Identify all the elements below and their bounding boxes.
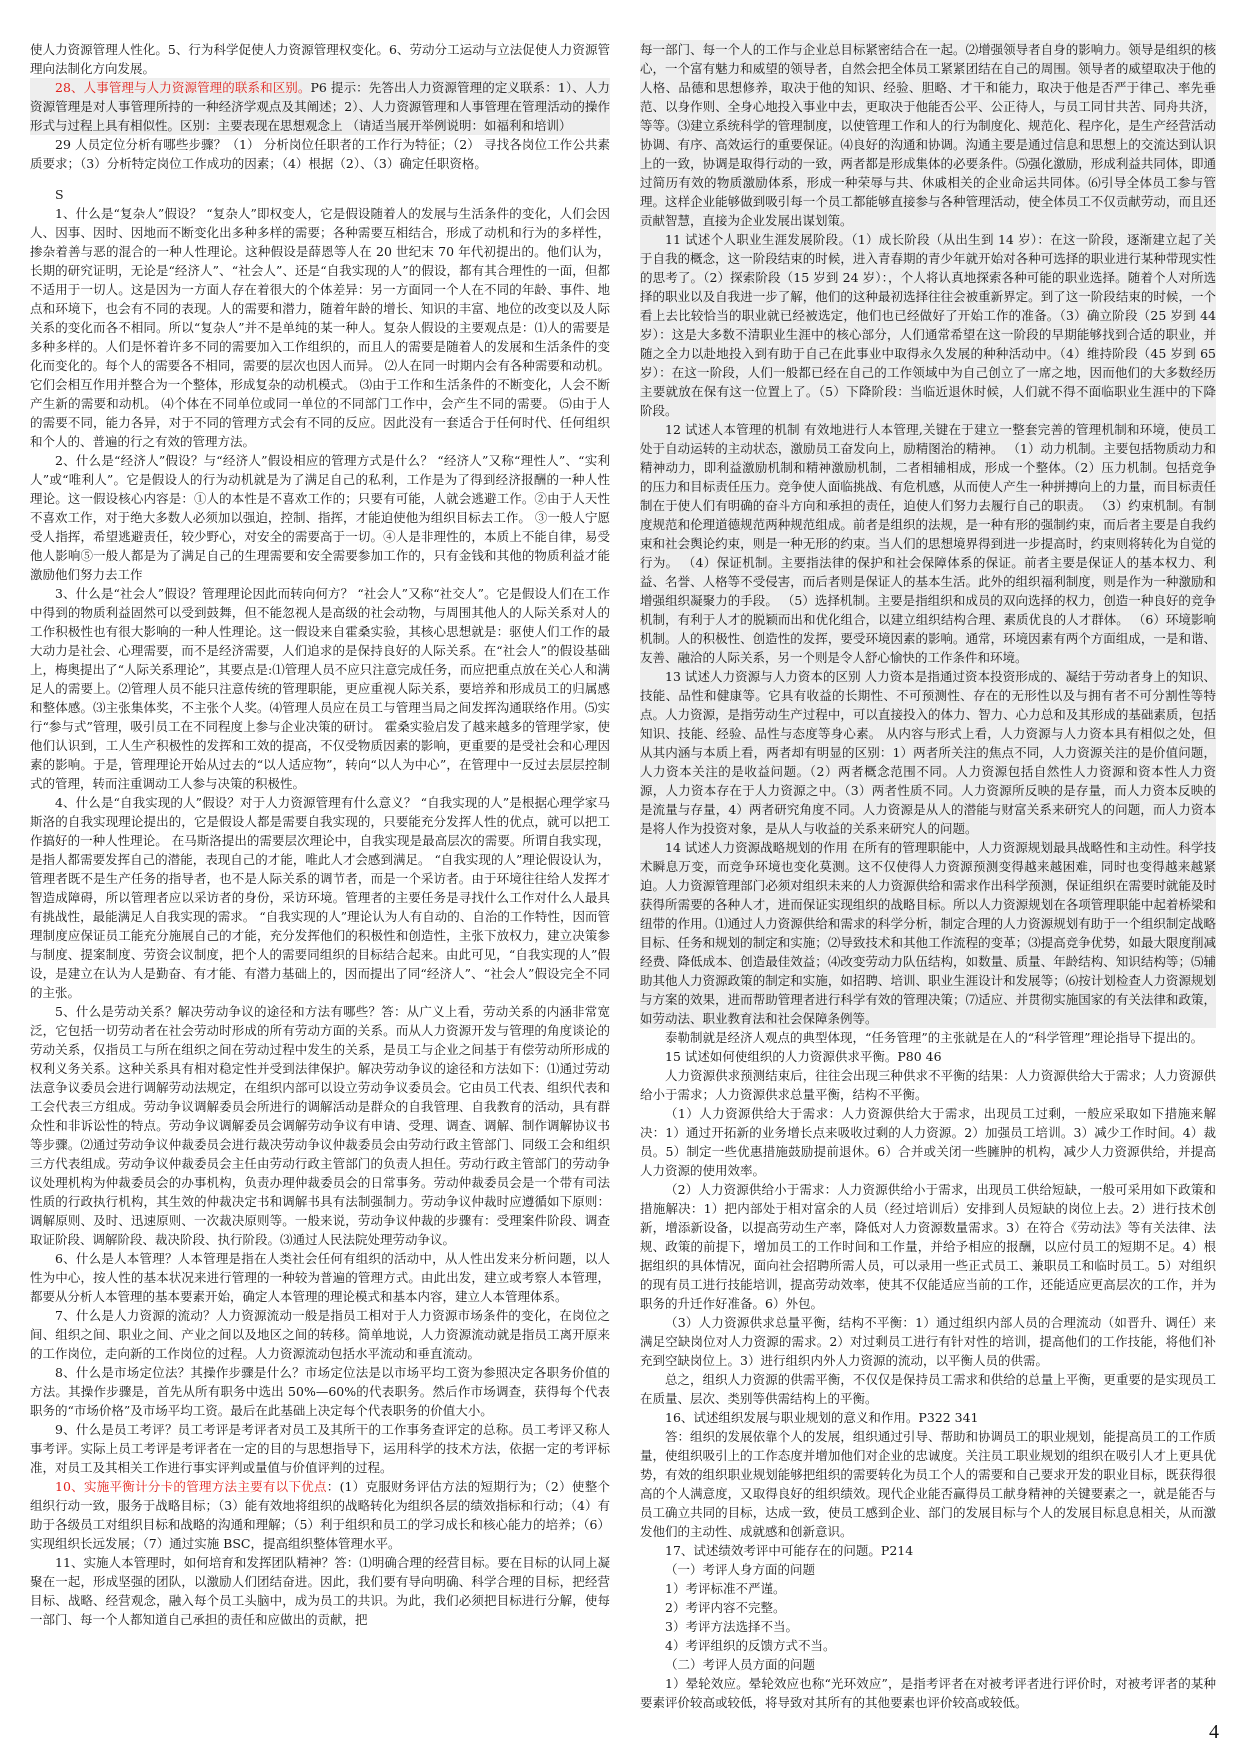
question-10-title: 10、实施平衡计分卡的管理方法主要有以下优点 — [55, 1479, 327, 1494]
taylor-note-paragraph: 泰勒制就是经济人观点的典型体现，“任务管理”的主张就是在人的“科学管理”理论指导下提出的。 — [665, 1030, 1204, 1045]
question-7-paragraph: 7、什么是人力资源的流动？人力资源流动一般是指员工相对于人力资源市场条件的变化，在岗位之间、组织之间、职业之间、产业之间以及地区之间的转移。简单地说，人力资源流动就是指员工离开原来的工作岗位，走向新的工作岗位的过程。人力资源流动包括水平流动和垂直流动。 — [30, 1308, 610, 1361]
question-11-paragraph: 11、实施人本管理时，如何培育和发挥团队精神？答：⑴明确合理的经营目标。要在目标的认同上凝聚在一起，形成坚强的团队，以激励人们团结奋进。因此，我们要有导向明确、科学合理的目标，把经营目标、战略、经营观念，融入每个员工头脑中，成为员工的共识。为此，我们必须把目标进行分解，使每一部门、每一个人都知道自己承担的责任和应做出的贡献，把 — [30, 1555, 610, 1627]
question-17-heading: 17、试述绩效考评中可能存在的问题。P214 — [665, 1543, 914, 1558]
question-16-answer: 答：组织的发展依靠个人的发展，组织通过引导、帮助和协调员工的职业规划，能提高员工的工作质量，使组织吸引上的工作态度并增加他们对企业的忠诚度。关注员工职业规划的组织在吸引人才上更具优势，有效的组织职业规划能够把组织的需要转化为员工个人的需要和自己要求开发的职业目标，既获得很高的个人满意度，又取得良好的组织绩效。现代企业能否赢得员工献身精神的关键要素之一，就是能否与员工确立共同的目标，达成一致，使员工感到企业、部门的发展目标与个人的发展目标息息相关，从而激发他们的主动性、成就感和创新意识。 — [640, 1429, 1216, 1539]
subheading-appraisers: （二）考评人员方面的问题 — [665, 1657, 816, 1672]
question-16-heading: 16、试述组织发展与职业规划的意义和作用。P322 341 — [665, 1410, 979, 1425]
structural-imbalance-paragraph: （3）人力资源供求总量平衡，结构不平衡：1）通过组织内部人员的合理流动（如晋升、调任）来满足空缺岗位对人力资源的需求。2）对过剩员工进行有针对性的培训，提高他们的工作技能，将他们补充到空缺岗位上。3）进行组织内外人力资源的流动，以平衡人员的供需。 — [640, 1315, 1216, 1368]
intro-continuation: 使人力资源管理人性化。5、行为科学促使人力资源管理权变化。6、劳动分工运动与立法促使人力资源管理向法制化方向发展。 — [30, 42, 610, 76]
question-10-body: ：(1）克服财务评估方法的短期行为；（2）使整个组织行动一致，服务于战略目标；（3）能有效地将组织的战略转化为组织各层的绩效指标和行动；（4）有助于各级员工对组织目标和战略的沟通和理解；（5）利于组织和员工的学习成长和核心能力的培养；（6）实现组织长远发展；（7）通过实施 BSC，提高组织整体管理水平。 — [30, 1479, 610, 1551]
question-8-paragraph: 8、什么是市场定位法？其操作步骤是什么？市场定位法是以市场平均工资为参照决定各职务价值的方法。其操作步骤是，首先从所有职务中选出 50%—60%的代表职务。然后作市场调查，获得每个代表职务的“市场价格”及市场平均工资。最后在此基础上决定每个代表职务的价值大小。 — [30, 1365, 610, 1418]
halo-effect-paragraph: 1）晕轮效应。晕轮效应也称“光环效应”，是指考评者在对被考评者进行评价时，对被考评者的某种要素评价较高或较低，将导致对其所有的其他要素也评价较高或较低。 — [640, 1676, 1216, 1710]
right-column — [640, 40, 1216, 1730]
list-item: 4）考评组织的反馈方式不当。 — [665, 1638, 836, 1653]
left-column — [30, 40, 610, 1730]
question-15-intro: 人力资源供求预测结束后，往往会出现三种供求不平衡的结果：人力资源供给大于需求；人力资源供给小于需求；人力资源供求总量平衡，结构不平衡。 — [640, 1068, 1216, 1102]
page-number: 4 — [1209, 1721, 1219, 1743]
list-item: 1）考评标准不严谨。 — [665, 1581, 786, 1596]
question-28-paragraph — [30, 78, 610, 135]
question-11-continuation: 每一部门、每一个人的工作与企业总目标紧密结合在一起。⑵增强领导者自身的影响力。领导是组织的核心，一个富有魅力和威望的领导者，自然会把全体员工紧紧团结在自己的周围。领导者的威望取决于他的人格、品德和思想修养，取决于他的知识、经验、胆略、才干和能力，取决于他是否严于律己、率先垂范、以身作则、全身心地投入事业中去，更取决于他能否公平、公正待人，与员工同甘共苦、同舟共济，等等。⑶建立系统科学的管理制度，以使管理工作和人的行为制度化、规范化、程序化，是生产经营活动协调、有序、高效运行的重要保证。⑷良好的沟通和协调。沟通主要是通过信息和思想上的交流达到认识上的一致，协调是取得行动的一致，两者都是形成集体的必要条件。⑸强化激励，形成利益共同体，即通过简历有效的物质激励体系，形成一种荣辱与共、休戚相关的企业命运共同体。⑹引导全体员工参与管理。这样企业能够做到吸引每一个员工都能够直接参与各种管理活动，使全体员工不仅贡献劳动，而且还贡献智慧，直接为企业发展出谋划策。 — [640, 42, 1216, 228]
question-4-paragraph: 4、什么是“自我实现的人”假设？对于人力资源管理有什么意义？ “自我实现的人”是根据心理学家马斯洛的自我实现理论提出的，它是假设人都是需要自我实现的，只要能充分发挥人性的优点，就可以把工作搞好的一种人性理论。 在马斯洛提出的需要层次理论中，自我实现是最高层次的需要。所谓自我实现，是指人都需要发挥自己的潜能，表现自己的才能，唯此人才会感到满足。 “自我实现的人”理论假设认为，管理者既不是生产任务的指导者，也不是人际关系的调节者，而是一个采访者。由于环境往往给人发挥才智造成障碍，所以管理者应以采访者的身份，采访环境。管理者的主要任务是寻找什么工作对什么人最具有挑战性，最能满足人自我实现的需求。 “自我实现的人”理论认为人有自动的、自治的工作特性，因而管理制度应保证员工能充分施展自己的才能，充分发挥他们的积极性和创造性，主张下放权力，建立决策参与制度、提案制度、劳资会议制度，把个人的需要同组织的目标结合起来。由此可见，“自我实现的人”假设，是建立在认为人是勤奋、有才能、有潜力基础上的，因而提出了同“经济人”、“社会人”假设完全不同的主张。 — [30, 795, 610, 1000]
question-2-paragraph: 2、什么是“经济人”假设？与“经济人”假设相应的管理方式是什么？ “经济人”又称“理性人”、“实利人”或“唯利人”。它是假设人的行为动机就是为了满足自己的私利，工作是为了得到经济报酬的一种人性理论。这一假设核心内容是：①人的本性是不喜欢工作的；只要有可能，人就会逃避工作。②由于人天性不喜欢工作，对于绝大多数人必须加以强迫，控制、指挥，才能迫使他为组织目标去工作。 ③一般人宁愿受人指挥，希望逃避责任，较少野心，对安全的需要高于一切。④人是非理性的，本质上不能自律，易受他人影响⑤一般人都是为了满足自己的生理需要和安全需要参加工作的，只有金钱和其他的物质利益才能激励他们努力去工作 — [30, 453, 610, 582]
human-resource-vs-capital-paragraph: 13 试述人力资源与人力资本的区别 人力资本是指通过资本投资形成的、凝结于劳动者身上的知识、技能、品性和健康等。它具有收益的长期性、不可预测性、存在的无形性以及与拥有者不可分割性等特点。人力资源，是指劳动生产过程中，可以直接投入的体力、智力、心力总和及其形成的基础素质，包括知识、技能、经验、品性与态度等身心素。 从内容与形式上看，人力资源与人力资本具有相似之处，但从其内涵与本质上看，两者却有明显的区别：1）两者所关注的焦点不同，人力资源关注的是价值问题，人力资本关注的是收益问题。（2）两者概念范围不同。人力资源包括自然性人力资源和资本性人力资源，人力资本存在于人力资源之中。（3）两者性质不同。人力资源所反映的是存量，而人力资本反映的是流量与存量，4）两者研究角度不同。人力资源是从人的潜能与财富关系来研究人的问题，而人力资本是将人作为投资对象，是从人与收益的关系来研究人的问题。 — [640, 669, 1216, 836]
list-item: 2）考评内容不完整。 — [665, 1600, 786, 1615]
question-29-paragraph: 29 人员定位分析有哪些步骤？（1） 分析岗位任职者的工作行为特征；（2） 寻找各岗位工作公共素质要求；（3）分析特定岗位工作成功的因素；（4）根据（2）、（3）确定任职资格。 — [30, 137, 610, 171]
subheading-appraisal-system: （一）考评人身方面的问题 — [665, 1562, 816, 1577]
question-5-paragraph: 5、什么是劳动关系？解决劳动争议的途径和方法有哪些？答：从广义上看，劳动关系的内涵非常宽泛，它包括一切劳动者在社会劳动时形成的所有劳动方面的关系。而从人力资源开发与管理的角度谈论的劳动关系，仅指员工与所在组织之间在劳动过程中发生的关系，是员工与企业之间基于有偿劳动所形成的权利义务关系。这种关系具有相对稳定性并受到法律保护。解决劳动争议的途径和方法如下：⑴通过劳动法意争议委员会进行调解劳动法规定，在组织内部可以设立劳动争议委员会。它由员工代表、组织代表和工会代表三方组成。劳动争议调解委员会所进行的调解活动是群众的自我管理、自我教育的活动，具有群众性和非诉讼性的特点。劳动争议调解委员会调解劳动争议有申请、受理、调查、调解、制作调解协议书等步骤。⑵通过劳动争议仲裁委员会进行裁决劳动争议仲裁委员会由劳动行政主管部门、同级工会和组织三方代表组成。劳动争议仲裁委员会主任由劳动行政主管部门的负责人担任。劳动行政主管部门的劳动争议处理机构为仲裁委员会的办事机构，负责办理仲裁委员会的日常事务。劳动仲裁委员会是一个带有司法性质的行政执行机构，其生效的仲裁决定书和调解书具有法制强制力。劳动争议仲裁时应遵循如下原则：调解原则、及时、迅速原则、一次裁决原则等。一般来说，劳动争议仲裁的步骤有：受理案件阶段、调查取证阶段、调解阶段、裁决阶段、执行阶段。⑶通过人民法院处理劳动争议。 — [30, 1004, 610, 1247]
question-1-paragraph: 1、什么是“复杂人”假设？ “复杂人”即权变人，它是假设随着人的发展与生活条件的变化，人们会因人、因事、因时、因地而不断变化出多种多样的需要；各种需要互相结合，形成了动机和行为的多样性，掺杂着善与恶的混合的一种人性理论。这种假设是薛恩等人在 20 世纪末 70 年代初提出的。他们认为，长期的研究证明，无论是“经济人”、“社会人”、还是“自我实现的人”的假设，都有其合理性的一面，但都不适用于一切人。这是因为一方面人存在着很大的个体差异：另一方面同一个人在不同的年龄、事件、地点和环境下，也会有不同的表现。人的需要和潜力，随着年龄的增长、知识的丰富、地位的改变以及人际关系的变化而各不相同。所以“复杂人”并不是单纯的某一种人。复杂人假设的主要观点是：⑴人的需要是多种多样的。人们是怀着许多不同的需要加入工作组织的，而且人的需要是随着人的发展和生活条件的变化而变化的。每个人的需要各不相同，需要的层次也因人而异。 ⑵人在同一时期内会有各种需要和动机。它们会相互作用并整合为一个整体，形成复杂的动机模式。 ⑶由于工作和生活条件的不断变化，人会不断产生新的需要和动机。 ⑷个体在不同单位或同一单位的不同部门工作中，会产生不同的需要。 ⑸由于人的需要不同，能力各异，对于不同的管理方式会有不同的反应。因此没有一套适合于任何时代、任何组织和个人的、普遍的行之有效的管理方法。 — [30, 206, 610, 449]
question-15-summary: 总之，组织人力资源的供需平衡，不仅仅是保持员工需求和供给的总量上平衡，更重要的是实现员工在质量、层次、类别等供需结构上的平衡。 — [640, 1372, 1216, 1406]
question-28-body: P6 提示：先答出人力资源管理的定义联系：1）、人力资源管理是对人事管理所持的一种经济学观点及其阐述；2）、人力资源管理和人事管理在管理活动的操作形式与过程上具有相似性。区别：主要表现在思想观念上 （请适当展开举例说明：如福利和培训） — [30, 80, 610, 133]
question-3-paragraph: 3、什么是“社会人”假设？管理理论因此而转向何方？ “社会人”又称“社交人”。它是假设人们在工作中得到的物质利益固然可以受到鼓舞，但不能忽视人是高级的社会动物，与周围其他人的人际关系对人的工作积极性也有很大影响的一种人性理论。这一假设来自霍桑实验，其核心思想就是：驱使人们工作的最大动力是社会、心理需要，而不是经济需要，人们追求的是保持良好的人际关系。在“社会人”的假设基础上，梅奥提出了“人际关系理论”，其要点是:⑴管理人员不应只注意完成任务，而应把重点放在关心人和满足人的需要上。⑵管理人员不能只注意传统的管理职能，更应重视人际关系，要培养和形成员工的归属感和整体感。⑶主张集体奖，不主张个人奖。⑷管理人员应在员工与管理当局之间发挥沟通联络作用。⑸实行“参与式”管理，吸引员工在不同程度上参与企业决策的研讨。 霍桑实验启发了越来越多的管理学家，使他们认识到，工人生产积极性的发挥和工效的提高，不仅受物质因素的影响，更重要的是受社会和心理因素的影响。于是，管理理论开始从过去的“以人适应物”，转向“以人为中心”，在管理中一反过去层层控制式的管理，转而注重调动工人参与决策的积极性。 — [30, 586, 610, 791]
supply-below-demand-paragraph: （2）人力资源供给小于需求：人力资源供给小于需求，出现员工供给短缺，一般可采用如下政策和措施解决：1）把内部处于相对富余的人员（经过培训后）安排到人员短缺的岗位上去。2）进行技术创新，增添新设备，以提高劳动生产率，降低对人力资源数量需求。3）在符合《劳动法》等有关法律、法规、政策的前提下，增加员工的工作时间和工作量，并给予相应的报酬，以应付员工的短期不足。4）根据组织的具体情况，面向社会招聘所需人员，可以录用一些正式员工、兼职员工和临时员工。5）对组织的现有员工进行技能培训，提高劳动效率，使其不仅能适应当前的工作，还能适应更高层次的工作，并为职务的升迁作好准备。6）外包。 — [640, 1182, 1216, 1311]
people-oriented-mechanism-paragraph: 12 试述人本管理的机制 有效地进行人本管理,关键在于建立一整套完善的管理机制和环境，使员工处于自动运转的主动状态，激励员工奋发向上，励精图治的精神。 （1）动力机制。主要包括物质动力和精神动力，即利益激励机制和精神激励机制，二者相辅相成，形成一个整体。（2）压力机制。包括竞争的压力和目标责任压力。竞争使人面临挑战、有危机感，从而使人产生一种拼搏向上的力量，而目标责任制在于使人们有明确的奋斗方向和承担的责任，迫使人们努力去履行自己的职责。 （3）约束机制。有制度规范和伦理道德规范两种规范组成。前者是组织的法规，是一种有形的强制约束，而后者主要是自我约束和社会舆论约束，则是一种无形的约束。当人们的思想境界得到进一步提高时，约束则将转化为自觉的行为。 （4）保证机制。主要指法律的保护和社会保障体系的保证。前者主要是保证人的基本权力、利益、名誉、人格等不受侵害，而后者则是保证人的基本生活。此外的组织福利制度，则是作为一种激励和增强组织凝聚力的手段。 （5）选择机制。主要是指组织和成员的双向选择的权力，创造一种良好的竞争机制，有利于人才的脱颖而出和优化组合，以建立组织结构合理、素质优良的人才群体。 （6）环境影响机制。人的积极性、创造性的发挥，要受环境因素的影响。通常，环境因素有两个方面组成，一是和谐、友善、融洽的人际关系，另一个则是令人舒心愉快的工作条件和环境。 — [640, 422, 1216, 665]
list-item: 3）考评方法选择不当。 — [665, 1619, 798, 1634]
question-28-title: 28、人事管理与人力资源管理的联系和区别。 — [55, 80, 311, 95]
supply-exceeds-demand-paragraph: （1）人力资源供给大于需求：人力资源供给大于需求，出现员工过剩，一般应采取如下措施来解决：1）通过开拓新的业务增长点来吸收过剩的人力资源。2）加强员工培训。3）减少工作时间。4）裁员。5）制定一些优惠措施鼓励提前退休。6）合并或关闭一些臃肿的机构，减少人力资源供给，并提高人力资源的使用效率。 — [640, 1106, 1216, 1178]
question-10-paragraph — [30, 1477, 610, 1553]
hr-strategic-planning-paragraph: 14 试述人力资源战略规划的作用 在所有的管理职能中，人力资源规划最具战略性和主动性。科学技术瞬息万变，而竞争环境也变化莫测。这不仅使得人力资源预测变得越来越困难，同时也变得越来越紧迫。人力资源管理部门必须对组织未来的人力资源供给和需求作出科学预测，保证组织在需要时就能及时获得所需要的各种人才，进而保证实现组织的战略目标。所以人力资源规划在各项管理职能中起着桥梁和纽带的作用。⑴通过人力资源供给和需求的科学分析，制定合理的人力资源规划有助于一个组织制定战略目标、任务和规划的制定和实施；⑵导致技术和其他工作流程的变革；⑶提高竞争优势，如最大限度削减经费、降低成本、创造最佳效益；⑷改变劳动力队伍结构，如数量、质量、年龄结构、知识结构等；⑸辅助其他人力资源政策的制定和实施，如招聘、培训、职业生涯设计和发展等；⑹按计划检查人力资源规划与方案的效果，进而帮助管理者进行科学有效的管理决策；⑺适应、并贯彻实施国家的有关法律和政策，如劳动法、职业教育法和社会保障条例等。 — [640, 840, 1216, 1026]
question-15-heading: 15 试述如何使组织的人力资源供求平衡。P80 46 — [665, 1049, 942, 1064]
career-stages-paragraph: 11 试述个人职业生涯发展阶段。（1）成长阶段（从出生到 14 岁）：在这一阶段，逐渐建立起了关于自我的概念，这一阶段结束的时候，进入青春期的青少年就开始对各种可选择的职业进行某种带现实性的思考了。（2）探索阶段（15 岁到 24 岁）：，个人将认真地探索各种可能的职业选择。随着个人对所选择的职业以及自我进一步了解，他们的这种最初选择往往会被重新界定。到了这一阶段结束的时候，一个看上去比较恰当的职业就已经被选定，他们也已经做好了开始工作的准备。（3）确立阶段（25 岁到 44 岁）：这是大多数不清职业生涯中的核心部分，人们通常希望在这一阶段的早期能够找到合适的职业，并随之全力以赴地投入到有助于自己在此事业中取得永久发展的种种活动中。（4）维持阶段（45 岁到 65 岁）：在这一阶段，人们一般都已经在自己的工作领域中为自己创立了一席之地，因而他们的大多数经历主要就放在保有这一位置上了。（5）下降阶段：当临近退休时候，人们就不得不面临职业生涯中的下降阶段。 — [640, 232, 1216, 418]
question-9-paragraph: 9、什么是员工考评？员工考评是考评者对员工及其所干的工作事务查评定的总称。员工考评又称人事考评。实际上员工考评是考评者在一定的目的与思想指导下，运用科学的技术方法，依据一定的考评标准，对员工及其相关工作进行事实评判或量值与价值评判的过程。 — [30, 1422, 610, 1475]
question-6-paragraph: 6、什么是人本管理？人本管理是指在人类社会任何有组织的活动中，从人性出发来分析问题，以人性为中心，按人性的基本状况来进行管理的一种较为普遍的管理方式。由此出发，建立或考察人本管理，都要从分析人本管理的基本要素开始，确定人本管理的理论模式和基本内容，建立人本管理体系。 — [30, 1251, 610, 1304]
section-marker: S — [55, 187, 64, 202]
